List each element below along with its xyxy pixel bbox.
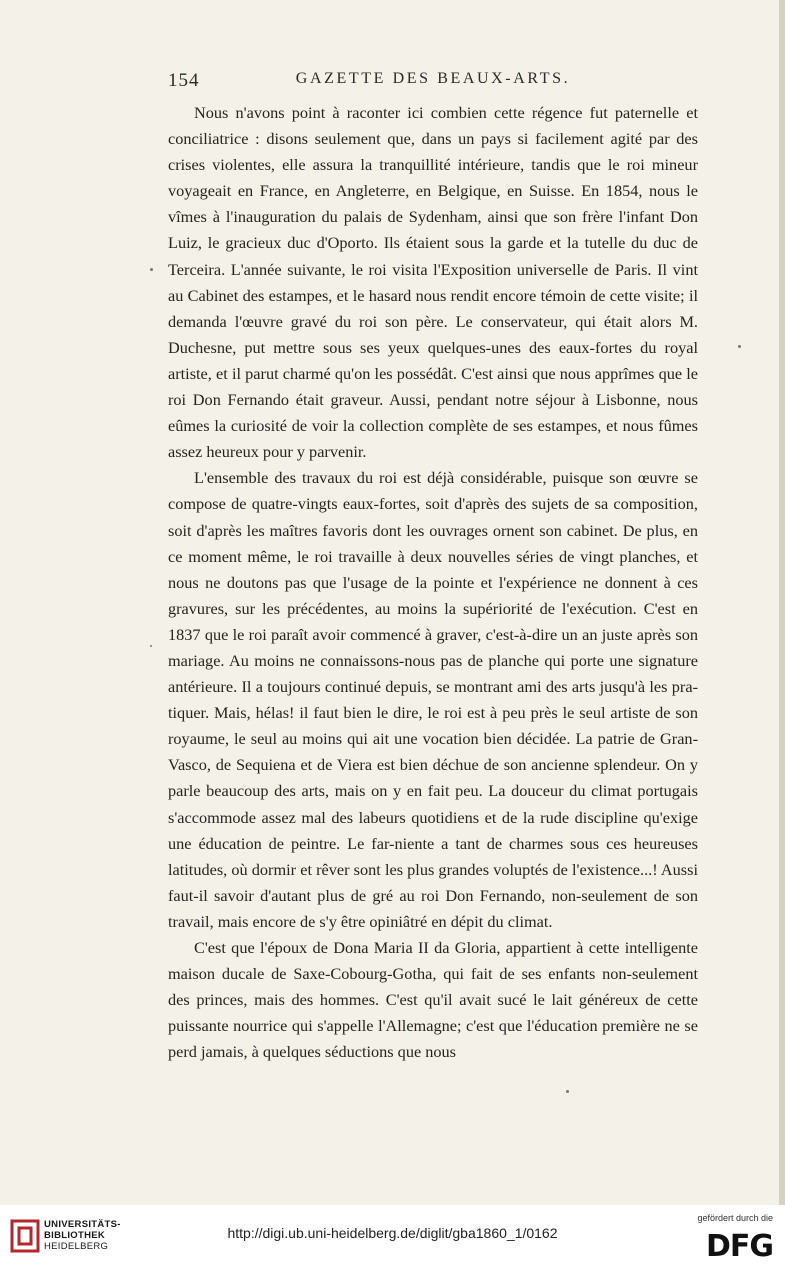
running-title: GAZETTE DES BEAUX-ARTS.	[295, 70, 571, 87]
scan-speck	[738, 345, 741, 348]
paragraph: C'est que l'époux de Dona Maria II da Gloria, appartient à cette intelligente maison ducale de Saxe-Cobourg-Gotha, qui fait de ses enfants non-seulement des princes, mais des hommes. C'est qu'il avait sucé le lait généreux de cette puissante nourrice qui s'appelle l'Allemagne; c'est que l'éducation première ne se perd jamais, à quelques séductions que nous	[168, 938, 698, 1062]
permalink-url[interactable]: http://digi.ub.uni-heidelberg.de/diglit/gba1860_1/0162	[227, 1225, 558, 1241]
page-header	[168, 70, 698, 94]
funder-note: gefördert durch die	[697, 1213, 773, 1223]
article-body	[168, 100, 698, 1065]
scan-speck	[150, 268, 153, 271]
scan-speck	[150, 645, 152, 647]
paragraph: L'ensemble des travaux du roi est déjà considérable, puisque son œuvre se compose de quatre-vingts eaux-fortes, soit d'après des sujets de sa composition, soit d'après les maîtres favoris dont les ouvrages ornent son cabinet. De plus, en ce moment même, le roi travaille à deux nouvelles séries de vingt planches, et nous ne doutons pas que l'usage de la pointe et l'expérience ne donnent à ces gravures, sur les précédentes, au moins la supériorité de l'exécution. C'est en 1837 que le roi paraît avoir commencé à graver, c'est-à-dire un an juste après son mariage. Au moins ne connaissons-nous pas de planche qui porte une signature antérieure. Il a toujours continué depuis, se montrant ami des arts jusqu'à les pratiquer. Mais, hélas! il faut bien le dire, le roi est à peu près le seul artiste de son royaume, le seul au moins qui ait une vocation bien décidée. La patrie de Gran-Vasco, de Sequiena et de Viera est bien déchue de son ancienne splendeur. On y parle beaucoup des arts, mais on y en fait peu. La douceur du climat portugais s'accommode assez mal des labeurs quotidiens et de la rude discipline qu'exige une éducation de peintre. Le far-niente a tant de charmes sous ces heureuses latitudes, où dormir et rêver sont les plus grandes voluptés de l'existence...! Aussi faut-il savoir d'autant plus de gré au roi Don Fernando, non-seulement de son travail, mais encore de s'y être opiniâtré en dépit du climat.	[168, 468, 698, 931]
scan-speck	[566, 1090, 569, 1093]
viewer-footer	[0, 1205, 785, 1267]
paragraph: Nous n'avons point à raconter ici combien cette régence fut paternelle et conciliatrice : disons seulement que, dans un pays si facilement agité par des crises violentes, elle assura la tranquillité intérieure, tandis que le roi mineur voyageait en France, en Angleterre, en Belgique, en Suisse. En 1854, nous le vîmes à l'inauguration du palais de Sydenham, ainsi que son frère l'infant Don Luiz, le gracieux duc d'Oporto. Ils étaient sous la garde et la tutelle du duc de Terceira. L'année suivante, le roi visita l'Exposition universelle de Paris. Il vint au Cabinet des estampes, et le hasard nous rendit encore témoin de cette visite; il demanda l'œuvre gravé du roi son père. Le conservateur, qui était alors M. Duchesne, put mettre sous ses yeux quelques-unes des eaux-fortes du royal artiste, et il parut charmé qu'on les possédât. C'est ainsi que nous apprîmes que le roi Don Fernando était graveur. Aussi, pendant notre séjour à Lisbonne, nous eûmes la curiosité de voir la collection complète de ses estampes, et nous fûmes assez heureux pour y parvenir.	[168, 103, 698, 462]
library-name: UNIVERSITÄTS- BIBLIOTHEK HEIDELBERG	[44, 1219, 121, 1252]
page-number: 154	[168, 70, 200, 91]
dfg-logo-icon: DFG	[705, 1229, 773, 1264]
